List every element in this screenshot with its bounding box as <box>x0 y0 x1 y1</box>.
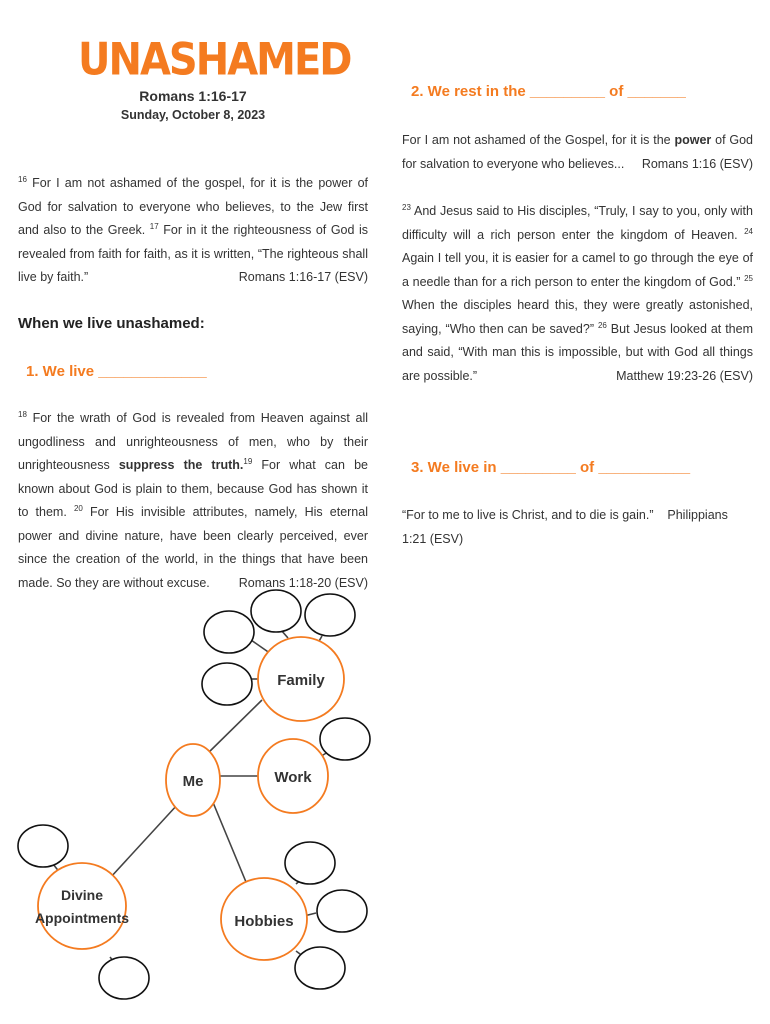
point-3-heading: 3. We live in _________ of ___________ <box>411 459 691 476</box>
blank-circle <box>285 842 335 884</box>
passage-romans-1-18-20 <box>18 407 368 595</box>
emphasis-text: suppress the truth. <box>118 458 244 472</box>
passage-matthew-19-23-26 <box>402 200 753 388</box>
connector-line <box>110 804 178 878</box>
verse-text: But Jesus looked at them and said, “With man this is impossible, but with God all things are possible.” <box>402 321 753 383</box>
verse-text: For the wrath of God is revealed from Heaven against all ungodliness and unrighteousness of men, who by their unrighteousness <box>18 411 368 472</box>
blank-circle <box>320 718 370 760</box>
passage-romans-1-16-17 <box>18 172 368 290</box>
citation: Romans 1:16-17 (ESV) <box>238 270 368 284</box>
verse-number: 26 <box>597 320 607 330</box>
citation: Romans 1:18-20 (ESV) <box>238 575 368 590</box>
emphasis-text: power <box>674 133 712 147</box>
verse-text: When the disciples heard this, they were greatly astonished, saying, “Who then can be saved?” <box>402 298 753 336</box>
verse-text: of God for salvation to everyone who believes... <box>402 133 753 171</box>
verse-number: 25 <box>744 273 753 283</box>
verse-number: 18 <box>18 409 27 419</box>
work-label: Work <box>274 769 312 786</box>
connector-line <box>205 700 262 756</box>
sermon-date: Sunday, October 8, 2023 <box>120 108 266 122</box>
passage-philippians-1-21 <box>402 504 753 551</box>
verse-text: “For to me to live is Christ, and to die is gain.” <box>402 508 654 522</box>
family-label: Family <box>277 672 325 689</box>
point-2-heading: 2. We rest in the _________ of _______ <box>411 83 686 100</box>
divine-label-line1: Divine <box>60 887 104 903</box>
verse-text: For what can be known about God is plain to them, because God has shown it to them. <box>18 458 368 519</box>
verse-text: For His invisible attributes, namely, His eternal power and divine nature, have been clearly perceived, ever since the creation of the world, in the things that have been made. So they are without excuse. <box>18 505 368 590</box>
blank-circle <box>99 957 149 999</box>
sermon-scripture-ref: Romans 1:16-17 <box>139 88 247 104</box>
blank-circle <box>18 825 68 867</box>
citation: Matthew 19:23-26 (ESV) <box>616 368 753 383</box>
when-heading: When we live unashamed: <box>18 315 205 332</box>
verse-number: 24 <box>744 226 753 236</box>
divine-appointments-circle <box>38 863 126 949</box>
verse-number: 17 <box>149 221 159 231</box>
blank-circle <box>251 590 301 632</box>
hobbies-label: Hobbies <box>234 913 294 930</box>
verse-number: 16 <box>18 174 27 184</box>
citation: Philippians 1:21 (ESV) <box>402 508 728 546</box>
life-mind-map <box>0 580 400 1020</box>
connector-line <box>212 800 246 882</box>
verse-text: For I am not ashamed of the gospel, for it is the power of God for salvation to everyone who believes, to the Jew first and also to the Greek. <box>18 176 368 237</box>
point-1-heading: 1. We live _____________ <box>26 363 207 380</box>
citation: Romans 1:16 (ESV) <box>641 156 753 171</box>
me-label: Me <box>182 773 204 790</box>
verse-number: 23 <box>402 202 411 212</box>
passage-romans-1-16 <box>402 129 753 176</box>
blank-circle <box>202 663 252 705</box>
unashamed-logo: UNASHAMED <box>78 34 351 86</box>
verse-text: For in it the righteousness of God is revealed from faith for faith, as it is written, “The righteous shall live by faith.” <box>18 223 369 284</box>
blank-circle <box>317 890 367 932</box>
verse-number: 20 <box>73 503 83 513</box>
blank-circle <box>295 947 345 989</box>
blank-circle <box>305 594 355 636</box>
verse-number: 19 <box>243 456 253 466</box>
blank-circle <box>204 611 254 653</box>
divine-label-line2: Appointments <box>34 910 130 926</box>
verse-text: And Jesus said to His disciples, “Truly, I say to you, only with difficulty will a rich person enter the kingdom of Heaven. <box>402 204 753 242</box>
verse-text: Again I tell you, it is easier for a camel to go through the eye of a needle than for a rich person to enter the kingdom of God.” <box>402 251 753 289</box>
verse-text: For I am not ashamed of the Gospel, for it is the <box>402 133 675 147</box>
